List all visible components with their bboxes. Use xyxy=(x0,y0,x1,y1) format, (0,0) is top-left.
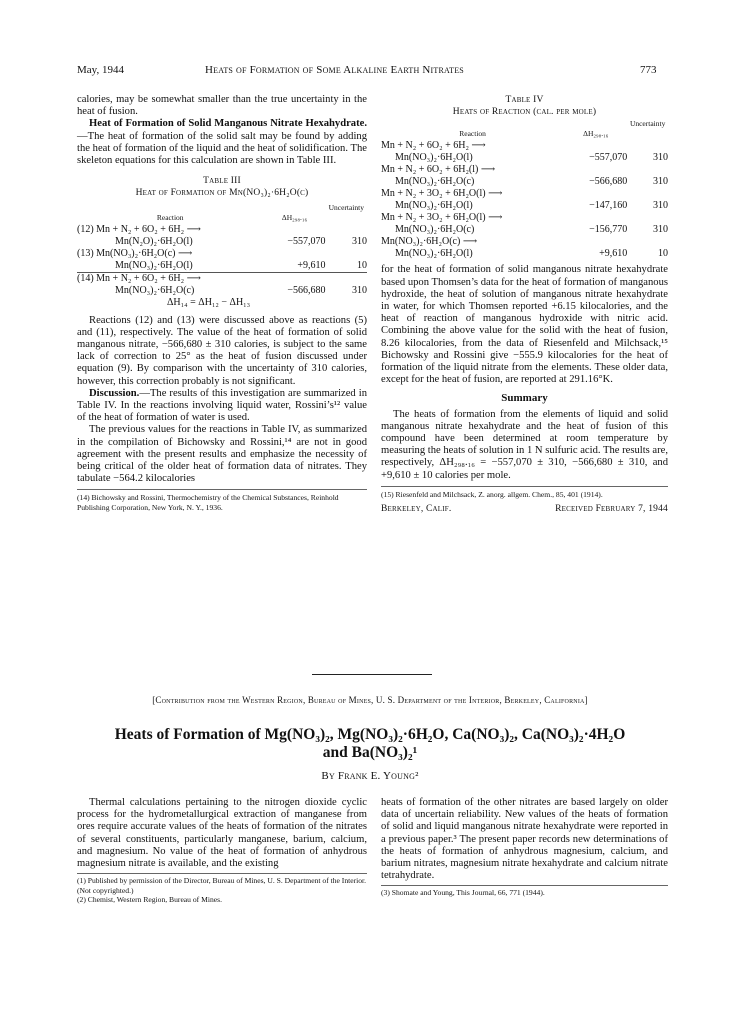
footnote: (3) Shomate and Young, This Journal, 66, 771 (1944). xyxy=(381,888,545,898)
reaction-product: Mn(NO₃)₂·6H₂O(l) xyxy=(395,200,473,212)
paragraph: The previous values for the reactions in Table IV, as summarized in the compilation of Bichowsky and Rossini,¹⁴ are not in good agreement with the present results and emphasize the necessity of being critical of the older heat of formation data of nitrates. They tabulate −564.2 kilocalories xyxy=(77,424,367,485)
table-header-uncertainty: Uncertainty xyxy=(629,119,666,129)
right-column xyxy=(381,94,668,515)
dh-value: −566,680 xyxy=(287,284,326,296)
table4 xyxy=(381,120,668,260)
signature-line xyxy=(381,503,668,515)
reaction-lead: Mn(NO₃)₂·6H₂O(c) ⟶ xyxy=(381,236,478,248)
table3-equation: ΔH₁₄ = ΔH₁₂ − ΔH₁₃ xyxy=(167,296,251,308)
table-header-reaction: Reaction xyxy=(459,129,486,139)
reaction-lead: (12) Mn + N₂ + 6O₂ + 6H₂ ⟶ xyxy=(77,223,201,235)
reaction-product: Mn(N₂O)₂·6H₂O(l) xyxy=(115,235,193,247)
footnote-rule xyxy=(381,885,668,886)
uncertainty-value: 10 xyxy=(357,259,367,271)
table-row xyxy=(77,260,367,273)
uncertainty-value: 310 xyxy=(653,176,668,188)
uncertainty-value: 310 xyxy=(653,224,668,236)
uncertainty-value: 310 xyxy=(653,152,668,164)
paragraph-heat-formation-solid xyxy=(77,118,367,167)
reaction-product: Mn(NO₃)₂·6H₂O(c) xyxy=(395,176,475,188)
table-row xyxy=(381,164,668,176)
table-row xyxy=(381,152,668,164)
table-header-dh: ΔH₂₉₈.₁₆ xyxy=(281,212,308,222)
table3-title: Heat of Formation of Mn(NO₃)₂·6H₂O(c) xyxy=(135,188,309,199)
table-row xyxy=(77,224,367,236)
footnote-rule xyxy=(77,873,367,874)
header-title: Heats of Formation of Some Alkaline Earth Nitrates xyxy=(205,64,464,76)
table-row xyxy=(77,272,367,285)
reaction-lead: Mn + N₂ + 3O₂ + 6H₂O(l) ⟶ xyxy=(381,212,503,224)
dh-value: +9,610 xyxy=(297,259,326,271)
uncertainty-value: 310 xyxy=(653,200,668,212)
article-separator xyxy=(312,674,432,675)
paragraph-text: —The results of this investigation are summarized in Table IV. In the reactions involving liquid water, Rossini’s¹² value of the heat of formation of water is used. xyxy=(77,387,367,424)
footnote-rule xyxy=(77,489,367,490)
reaction-lead: Mn + N₂ + 3O₂ + 6H₂O(l) ⟶ xyxy=(381,188,503,200)
summary-paragraph: The heats of formation from the elements of liquid and solid manganous nitrate hexahydrate and the heat of fusion of this compound have been determined at room temperature by measuring the heats of solution in 1 N sulfuric acid. The results are, respectively, ΔH₂₉₈.₁₆ = −557,070 ± 310, −566,680 ± 310, and +9,610 ± 10 calories per mole. xyxy=(381,408,668,481)
table-row xyxy=(381,200,668,212)
dh-value: −156,770 xyxy=(589,224,628,236)
paragraph: heats of formation of the other nitrates are based largely on older data of uncertain reliability. New values of the heats of formation of solid and liquid manganous nitrate hexahydrate were reported in a previous paper.³ The present paper records new determinations of the heats of formation of anhydrous magnesium, calcium, and barium nitrates, magnesium nitrate hexahydrate and calcium nitrate tetrahydrate. xyxy=(381,797,668,882)
table-header-dh: ΔH₂₉₈.₁₆ xyxy=(583,129,609,139)
footnote: (1) Published by permission of the Director, Bureau of Mines, U. S. Department of the Interior. (Not copyrighted.) xyxy=(77,876,367,895)
header-date: May, 1944 xyxy=(77,64,124,76)
paragraph: calories, may be somewhat smaller than the true uncertainty in the heat of fusion. xyxy=(77,94,367,118)
byline: By Frank E. Young² xyxy=(321,770,419,782)
footnote: (15) Riesenfeld and Milchsack, Z. anorg. allgem. Chem., 85, 401 (1914). xyxy=(381,489,603,499)
reaction-product: Mn(NO₃)₂·6H₂O(c) xyxy=(395,224,475,236)
table3 xyxy=(77,204,367,309)
article-left-column xyxy=(77,797,367,904)
paragraph: Reactions (12) and (13) were discussed above as reactions (5) and (11), respectively. The value of the heat of formation of solid manganous nitrate, −566,680 ± 310 calories, is subject to the same lack of correction to 25° as the heat of fusion discussed under equation (9). By comparison with the uncertainty of 310 calories, however, this correction probably is not significant. xyxy=(77,314,367,387)
table4-label: Table IV xyxy=(505,95,544,105)
paragraph-discussion xyxy=(77,388,367,425)
table-row xyxy=(381,188,668,200)
dh-value: −147,160 xyxy=(589,200,628,212)
dh-value: −557,070 xyxy=(589,152,628,164)
table-header-uncertainty: Uncertainty xyxy=(328,202,364,212)
table-row xyxy=(77,236,367,248)
reaction-lead: Mn + N₂ + 6O₂ + 6H₂(l) ⟶ xyxy=(381,164,496,176)
footnote: (2) Chemist, Western Region, Bureau of Mines. xyxy=(77,895,222,905)
article-right-column xyxy=(381,797,668,898)
received-date: Received February 7, 1944 xyxy=(555,504,668,515)
footnote: (14) Bichowsky and Rossini, Thermochemistry of the Chemical Substances, Reinhold Publishing Corporation, New York, N. Y., 1936. xyxy=(77,493,339,512)
footnote-rule xyxy=(381,486,668,487)
paragraph-text: —The heat of formation of the solid salt may be found by adding the heat of formation of the liquid and the heat of solidification. The skeleton equations for this calculation are shown in Table III. xyxy=(77,130,367,167)
table-row xyxy=(77,297,367,309)
table-header-row xyxy=(381,120,668,140)
table-row xyxy=(381,248,668,260)
dh-value: −566,680 xyxy=(589,176,628,188)
table-row xyxy=(381,212,668,224)
paragraph: Thermal calculations pertaining to the nitrogen dioxide cyclic process for the hydrometallurgical extraction of manganese from ores require accurate values of the heats of formation of the nitrates of several constituents, particularly manganese, barium, calcium, and magnesium. No value of the heat of formation of anhydrous magnesium nitrate is available, and the existing xyxy=(77,797,367,870)
article-title-line2: and Ba(NO₃)₂¹ xyxy=(322,744,418,761)
section-heading: Heat of Formation of Solid Manganous Nitrate Hexahydrate. xyxy=(89,118,367,130)
reaction-lead: Mn + N₂ + 6O₂ + 6H₂ ⟶ xyxy=(381,140,486,152)
dh-value: −557,070 xyxy=(287,235,326,247)
table-row xyxy=(381,224,668,236)
page-number: 773 xyxy=(640,64,657,76)
table-row xyxy=(381,236,668,248)
dh-value: +9,610 xyxy=(599,248,628,260)
reaction-product: Mn(NO₃)₂·6H₂O(l) xyxy=(395,152,473,164)
reaction-lead: (13) Mn(NO₃)₂·6H₂O(c) ⟶ xyxy=(77,247,193,259)
left-column xyxy=(77,94,367,512)
uncertainty-value: 10 xyxy=(658,248,668,260)
section-heading: Discussion. xyxy=(89,387,140,399)
uncertainty-value: 310 xyxy=(352,235,367,247)
article-title-line1: Heats of Formation of Mg(NO₃)₂, Mg(NO₃)₂·6H₂O, Ca(NO₃)₂, Ca(NO₃)₂·4H₂O xyxy=(114,726,626,743)
table-header-reaction: Reaction xyxy=(156,212,184,222)
article-title xyxy=(60,726,680,762)
table4-title: Heats of Reaction (cal. per mole) xyxy=(452,107,597,118)
signature-location: Berkeley, Calif. xyxy=(381,504,452,515)
reaction-product: Mn(NO₃)₂·6H₂O(c) xyxy=(115,284,195,296)
contribution-note: [Contribution from the Western Region, Bureau of Mines, U. S. Department of the Interior, Berkeley, California] xyxy=(152,695,588,705)
table-header-row xyxy=(77,204,367,224)
table-row xyxy=(77,285,367,297)
table-row xyxy=(381,140,668,152)
uncertainty-value: 310 xyxy=(352,284,367,296)
paragraph: for the heat of formation of solid manganous nitrate hexahydrate based upon Thomsen’s data for the heat of formation of manganous hydroxide, the heat of solution of manganous nitrate hexahydrate in water, for which Thomsen reported +6.15 kilocalories, and the heat of reaction of manganous hydroxide with nitric acid. Combining the above value for the solid with the heat of fusion, 8.26 kilocalories, from the data of Riesenfeld and Milchsack,¹⁵ Bichowsky and Rossini give −555.9 kilocalories for the heat of formation of the liquid nitrate from the elements. These older data, except for the heat of fusion, are reported at 291.16°K. xyxy=(381,264,668,386)
table3-label: Table III xyxy=(203,176,241,187)
reaction-product: Mn(NO₃)₂·6H₂O(l) xyxy=(395,248,473,260)
table-row xyxy=(77,248,367,260)
table-row xyxy=(381,176,668,188)
summary-heading: Summary xyxy=(501,392,548,405)
reaction-product: Mn(NO₃)₂·6H₂O(l) xyxy=(115,259,193,271)
reaction-lead: (14) Mn + N₂ + 6O₂ + 6H₂ ⟶ xyxy=(77,272,367,285)
